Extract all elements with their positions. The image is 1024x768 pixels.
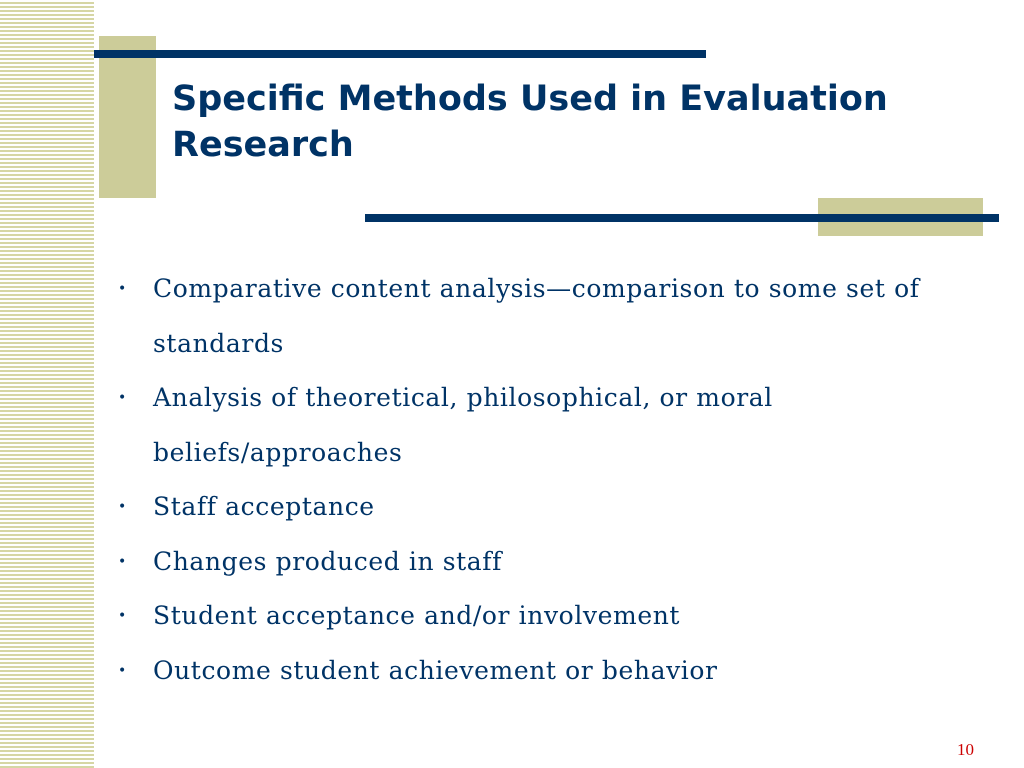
bullet-text: Outcome student achievement or behavior xyxy=(153,655,718,685)
bullet-text: Analysis of theoretical, philosophical, or moral beliefs/approaches xyxy=(153,383,773,467)
bullet-item xyxy=(113,589,983,644)
bullet-text: Student acceptance and/or involvement xyxy=(153,601,681,630)
bullet-item xyxy=(113,535,983,590)
bullet-item xyxy=(113,644,983,699)
bullet-text: Staff acceptance xyxy=(153,492,375,521)
bullet-icon: • xyxy=(118,281,127,297)
slide-title: Specific Methods Used in Evaluation Research xyxy=(172,79,888,165)
bullet-icon: • xyxy=(118,608,127,624)
bullet-item xyxy=(113,262,983,371)
bullet-icon: • xyxy=(118,390,127,406)
bullet-icon: • xyxy=(118,553,127,570)
bullet-text: Changes produced in staff xyxy=(153,546,502,576)
bullet-item xyxy=(113,371,983,480)
bullet-list xyxy=(113,262,983,698)
bullet-text: Comparative content analysis—comparison to some set of standards xyxy=(153,274,920,358)
bullet-item xyxy=(113,480,983,535)
title-accent-block xyxy=(99,36,156,198)
page-number: 10 xyxy=(957,740,974,759)
bullet-icon: • xyxy=(118,662,127,679)
striped-sidebar-decoration xyxy=(0,0,94,768)
bullet-icon: • xyxy=(118,499,127,515)
title-bottom-rule xyxy=(365,214,999,222)
title-top-rule xyxy=(94,50,706,58)
